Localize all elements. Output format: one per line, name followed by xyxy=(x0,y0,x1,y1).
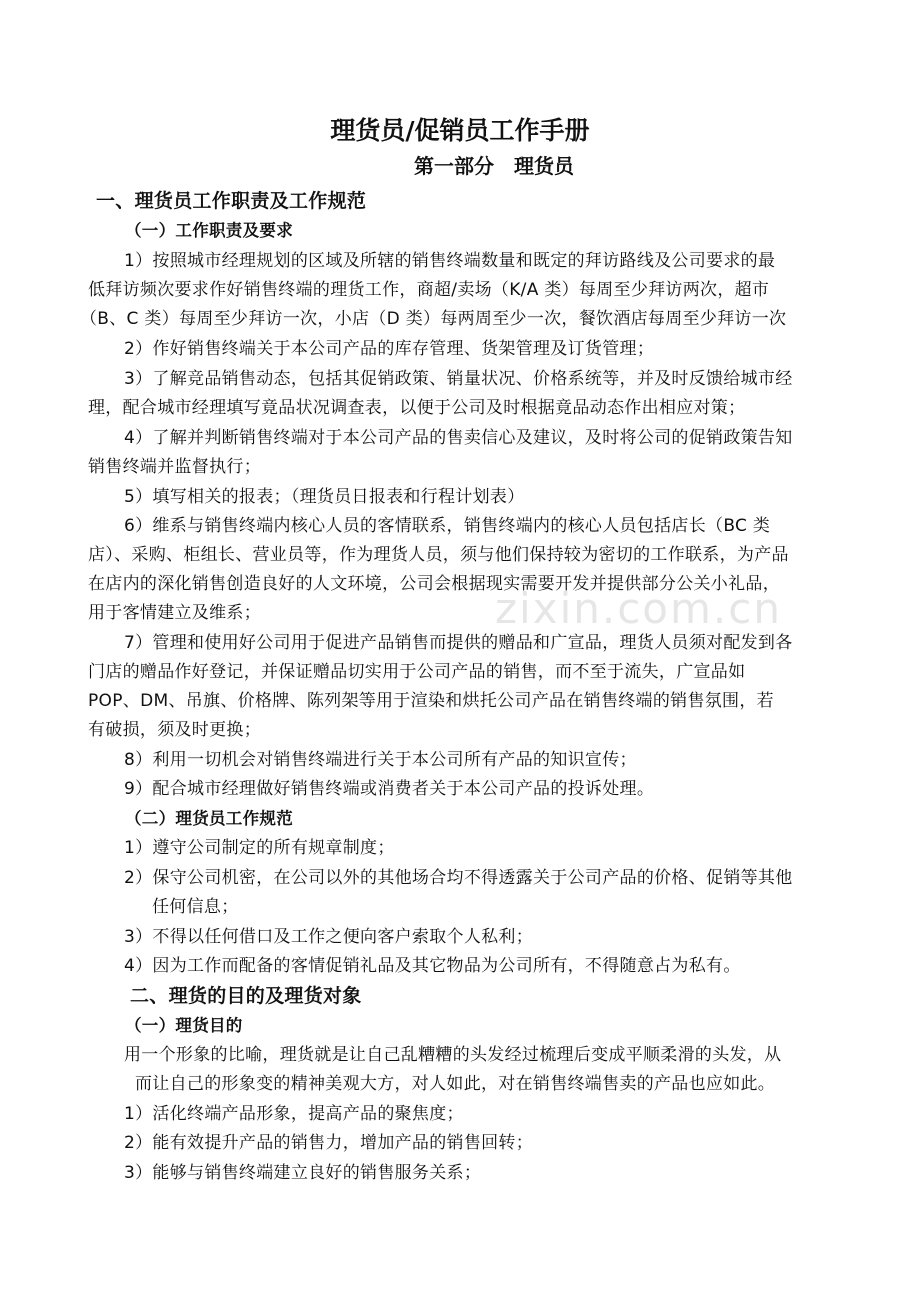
subsection-1-1-heading: （一）工作职责及要求 xyxy=(125,221,293,240)
duty-item-7-line-3: POP、DM、吊旗、价格牌、陈列架等用于渲染和烘托公司产品在销售终端的销售氛围，若 xyxy=(88,691,774,711)
duty-item-8: 8）利用一切机会对销售终端进行关于本公司所有产品的知识宣传； xyxy=(124,750,637,770)
rule-item-2-line-2: 任何信息； xyxy=(152,897,239,917)
duty-item-5: 5）填写相关的报表；（理货员日报表和行程计划表） xyxy=(124,487,525,507)
duty-item-4-line-2: 销售终端并监督执行； xyxy=(88,457,261,477)
duty-item-4-line-1: 4）了解并判断销售终端对于本公司产品的售卖信心及建议，及时将公司的促销政策告知 xyxy=(124,428,793,448)
duty-item-1-line-3: （B、C 类）每周至少拜访一次，小店（D 类）每两周至少一次，餐饮酒店每周至少拜访一次 xyxy=(80,309,787,329)
duty-item-6-line-4: 用于客情建立及维系； xyxy=(88,603,261,623)
rule-item-4: 4）因为工作而配备的客情促销礼品及其它物品为公司所有，不得随意占为私有。 xyxy=(124,956,741,976)
duty-item-9: 9）配合城市经理做好销售终端或消费者关于本公司产品的投诉处理。 xyxy=(124,779,655,799)
purpose-item-2: 2）能有效提升产品的销售力，增加产品的销售回转； xyxy=(124,1133,534,1153)
purpose-intro-line-1: 用一个形象的比喻，理货就是让自己乱糟糟的头发经过梳理后变成平顺柔滑的头发，从 xyxy=(124,1045,782,1065)
rule-item-2-line-1: 2）保守公司机密，在公司以外的其他场合均不得透露关于公司产品的价格、促销等其他 xyxy=(124,868,793,888)
duty-item-7-line-2: 门店的赠品作好登记，并保证赠品切实用于公司产品的销售，而不至于流失，广宣品如 xyxy=(88,662,746,682)
subsection-1-2-heading: （二）理货员工作规范 xyxy=(125,809,293,828)
section-2-heading: 二、理货的目的及理货对象 xyxy=(130,985,362,1007)
subsection-2-1-heading: （一）理货目的 xyxy=(125,1016,243,1035)
document-title: 理货员/促销员工作手册 xyxy=(330,116,590,145)
rule-item-3: 3）不得以任何借口及工作之便向客户索取个人私利； xyxy=(124,927,534,947)
duty-item-2: 2）作好销售终端关于本公司产品的库存管理、货架管理及订货管理； xyxy=(124,339,655,359)
purpose-intro-line-2: 而让自己的形象变的精神美观大方，对人如此，对在销售终端售卖的产品也应如此。 xyxy=(135,1074,776,1094)
duty-item-3-line-2: 理，配合城市经理填写竟品状况调查表，以便于公司及时根据竟品动态作出相应对策； xyxy=(88,398,746,418)
duty-item-7-line-4: 有破损，须及时更换； xyxy=(88,720,261,740)
duty-item-7-line-1: 7）管理和使用好公司用于促进产品销售而提供的赠品和广宣品，理货人员须对配发到各 xyxy=(124,633,793,653)
section-1-heading: 一、理货员工作职责及工作规范 xyxy=(96,190,367,212)
purpose-item-3: 3）能够与销售终端建立良好的销售服务关系； xyxy=(124,1163,482,1183)
duty-item-1-line-1: 1）按照城市经理规划的区域及所辖的销售终端数量和既定的拜访路线及公司要求的最 xyxy=(124,251,776,271)
watermark: zixin.com.cn xyxy=(495,584,782,633)
duty-item-3-line-1: 3）了解竞品销售动态，包括其促销政策、销量状况、价格系统等，并及时反馈给城市经 xyxy=(124,369,793,389)
purpose-item-1: 1）活化终端产品形象，提高产品的聚焦度； xyxy=(124,1104,464,1124)
duty-item-6-line-2: 店）、采购、柜组长、营业员等，作为理货人员，须与他们保持较为密切的工作联系，为产品 xyxy=(88,545,789,565)
duty-item-6-line-3: 在店内的深化销售创造良好的人文环境，公司会根据现实需要开发并提供部分公关小礼品， xyxy=(88,574,780,594)
duty-item-1-line-2: 低拜访频次要求作好销售终端的理货工作，商超/卖场（K/A 类）每周至少拜访两次，超市 xyxy=(88,280,770,300)
duty-item-6-line-1: 6）维系与销售终端内核心人员的客情联系，销售终端内的核心人员包括店长（BC 类 xyxy=(124,516,771,536)
part-title: 第一部分 理货员 xyxy=(414,154,574,178)
rule-item-1: 1）遵守公司制定的所有规章制度； xyxy=(124,838,395,858)
